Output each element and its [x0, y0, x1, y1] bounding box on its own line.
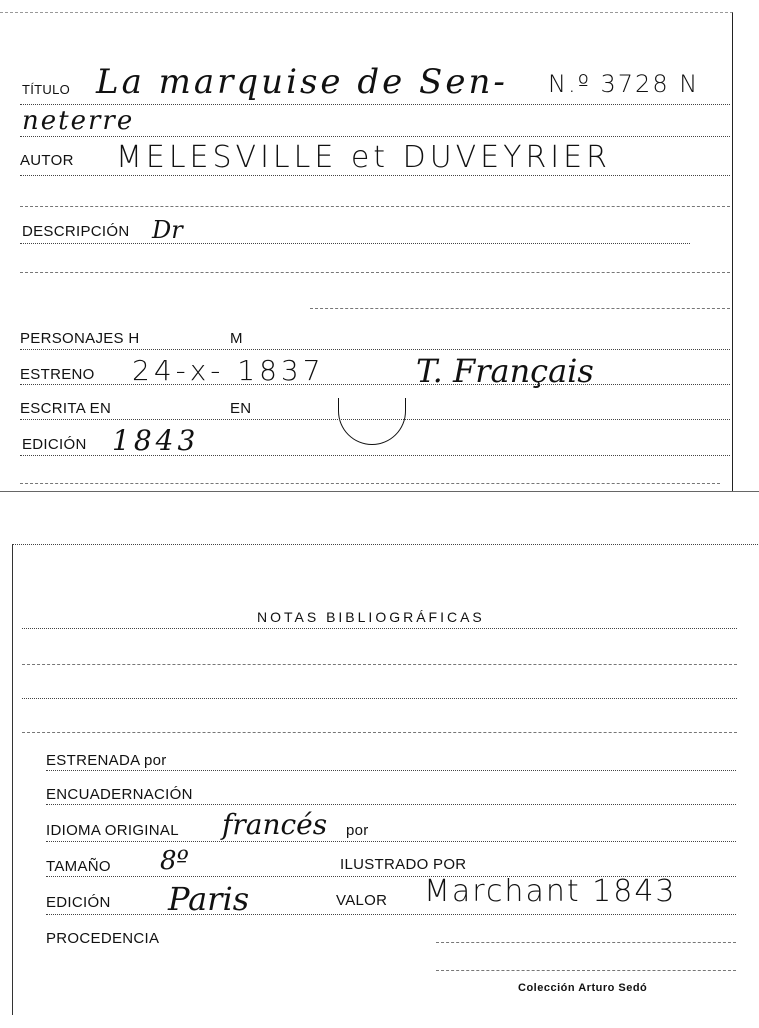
notas-line-3 [22, 698, 737, 699]
blank-line-3 [310, 308, 730, 309]
blank-line-2 [20, 272, 730, 273]
personajes-label: PERSONAJES H [20, 330, 140, 347]
personajes-m-label: M [230, 330, 243, 347]
edicion-bottom-label: EDICIÓN [46, 894, 111, 911]
edicion-bottom-value: Paris [168, 880, 250, 918]
edicion-value: 1843 [112, 424, 200, 457]
titulo-value-continued: neterre [22, 106, 135, 136]
notas-line-2 [22, 664, 737, 665]
escrita-en-label: EN [230, 400, 252, 417]
descripcion-label: DESCRIPCIÓN [22, 223, 130, 240]
titulo-label: TÍTULO [22, 82, 71, 97]
descripcion-line [20, 243, 690, 244]
idioma-line [46, 841, 736, 842]
idioma-label: IDIOMA ORIGINAL [46, 822, 179, 839]
edicion-label: EDICIÓN [22, 436, 87, 453]
valor-value: Marchant 1843 [424, 874, 677, 909]
estreno-line [20, 384, 730, 385]
tamano-label: TAMAÑO [46, 858, 111, 875]
ilustrado-label: ILUSTRADO POR [340, 856, 467, 873]
escrita-line [20, 419, 730, 420]
personajes-line [20, 349, 730, 350]
edicion-line [20, 455, 730, 456]
edicion-bottom-line [46, 914, 736, 915]
tamano-value: 8º [160, 846, 189, 876]
estrenada-line [46, 770, 736, 771]
notas-line-1 [22, 628, 737, 629]
card-separator [0, 491, 759, 492]
bottom-dash-line [20, 483, 720, 484]
estrenada-label: ESTRENADA por [46, 752, 167, 769]
escrita-label: ESCRITA EN [20, 400, 112, 417]
autor-line [20, 175, 730, 176]
titulo-line [20, 104, 730, 105]
coleccion-credit: Colección Arturo Sedó [518, 982, 648, 994]
autor-label: AUTOR [20, 152, 74, 169]
notas-heading: NOTAS BIBLIOGRÁFICAS [257, 609, 485, 625]
procedencia-label: PROCEDENCIA [46, 930, 160, 947]
titulo-line-2 [20, 136, 730, 137]
catalog-number: N.º 3728 N [548, 70, 700, 98]
blank-line [20, 206, 730, 207]
titulo-value: La marquise de Sen- [96, 62, 508, 102]
procedencia-line-2 [436, 970, 736, 971]
valor-label: VALOR [336, 892, 388, 909]
estreno-theatre: T. Français [416, 352, 594, 390]
estreno-label: ESTRENO [20, 366, 95, 383]
autor-value: MELESVILLE et DUVEYRIER [116, 140, 611, 175]
idioma-value: francés [222, 808, 328, 841]
estreno-date: 24-x- 1837 [132, 354, 325, 387]
encuadernacion-line [46, 804, 736, 805]
encuadernacion-label: ENCUADERNACIÓN [46, 786, 193, 803]
procedencia-line [436, 942, 736, 943]
notas-line-4 [22, 732, 737, 733]
descripcion-value: Dr [152, 216, 183, 244]
idioma-suffix: por [346, 822, 369, 839]
